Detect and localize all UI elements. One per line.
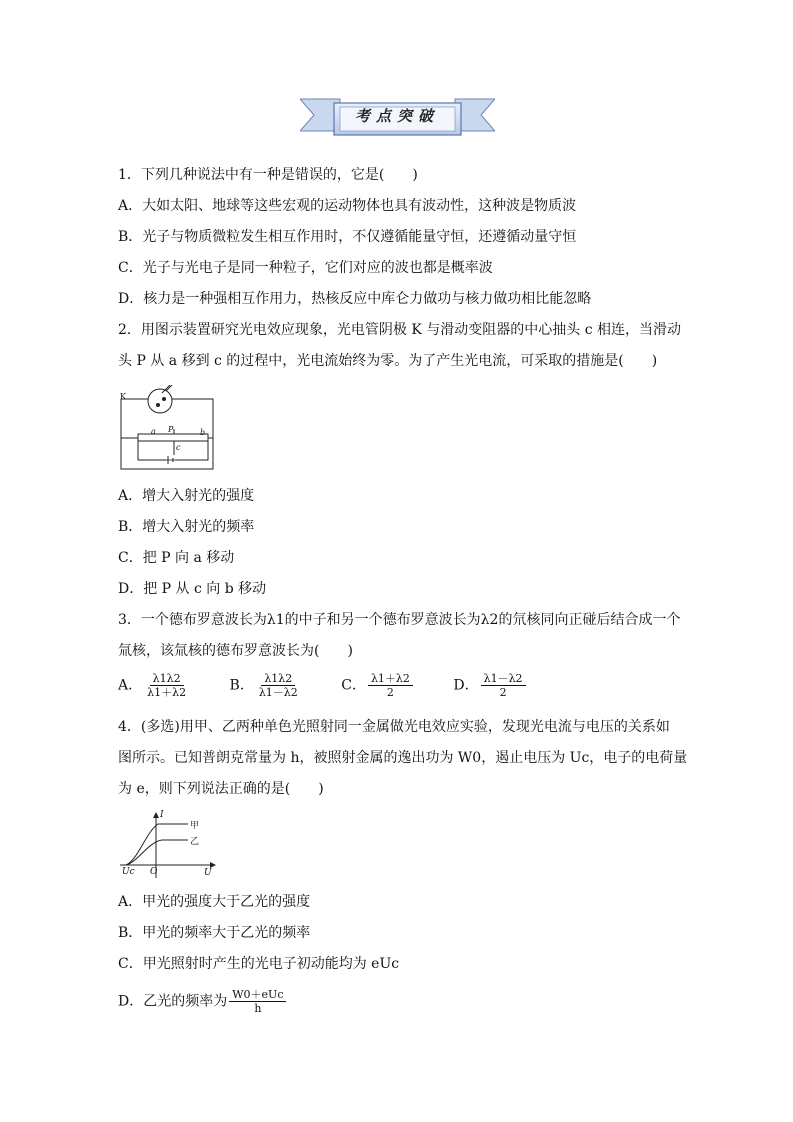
q2-option-c: C．把 P 向 a 移动 [118, 550, 235, 566]
axis-label-u: U [204, 868, 212, 878]
q4-option-b: B．甲光的频率大于乙光的频率 [118, 925, 311, 941]
q1-stem: 1．下列几种说法中有一种是错误的，它是( ) [118, 167, 418, 183]
q3-option-a: A． $\frac{\lambda 1\lambda 2}{\lambda 1+\lambda 2}$ [118, 672, 187, 699]
q4-stem-line1: 4．(多选)用甲、乙两种单色光照射同一金属做光电效应实验，发现光电流与电压的关系如 [118, 719, 670, 735]
axis-label-i: I [160, 810, 164, 820]
q4-option-d: D．乙光的频率为 $\frac{\text{W0＋eUc}}{h}$ [118, 988, 288, 1015]
label-a: a [151, 427, 156, 436]
q4-stem-line2: 图所示。已知普朗克常量为 h，被照射金属的逸出功为 W0，遏止电压为 Uc，电子的电荷量 [118, 750, 688, 766]
q4-option-c: C．甲光照射时产生的光电子初动能均为 eUc [118, 956, 400, 972]
curve-label-yi: 乙 [190, 837, 200, 847]
label-uc: Uc [122, 867, 135, 877]
label-p: P [168, 425, 174, 434]
q2-stem-line1: 2．用图示装置研究光电效应现象，光电管阴极 K 与滑动变阻器的中心抽头 c 相连，当滑动 [118, 322, 682, 338]
q2-stem-line2: 头 P 从 a 移到 c 的过程中，光电流始终为零。为了产生光电流，可采取的措施是( ) [118, 353, 658, 369]
q2-option-d: D．把 P 从 c 向 b 移动 [118, 581, 267, 597]
section-banner [300, 95, 495, 139]
curve-label-jia: 甲 [190, 821, 200, 831]
q3-options [118, 672, 562, 699]
label-c: c [176, 443, 181, 452]
banner-title: 考点突破 [354, 107, 439, 125]
q1-option-c: C．光子与光电子是同一种粒子，它们对应的波也都是概率波 [118, 260, 493, 276]
label-k: K [120, 392, 126, 401]
q1-option-a: A．大如太阳、地球等这些宏观的运动物体也具有波动性，这种波是物质波 [118, 198, 577, 214]
q4-stem-line3: 为 e，则下列说法正确的是( ) [118, 781, 324, 797]
label-origin: O [150, 867, 158, 877]
q4-option-a: A．甲光的强度大于乙光的强度 [118, 894, 311, 910]
q4-iv-graph [118, 810, 218, 886]
label-b: b [200, 428, 206, 437]
q3-stem-line2: 氚核，该氚核的德布罗意波长为( ) [118, 643, 353, 659]
q3-option-c: C． $\frac{\lambda 1+\lambda 2}{2}$ [341, 672, 415, 699]
q2-circuit-figure [118, 385, 218, 477]
q2-option-b: B．增大入射光的频率 [118, 519, 255, 535]
q2-option-a: A．增大入射光的强度 [118, 488, 255, 504]
q3-option-b: B． $\frac{\lambda 1\lambda 2}{\lambda 1-\lambda 2}$ [229, 672, 298, 699]
q3-stem-line1: 3．一个德布罗意波长为λ1的中子和另一个德布罗意波长为λ2的氘核同向正碰后结合成一个 [118, 612, 681, 628]
q1-option-d: D．核力是一种强相互作用力，热核反应中库仑力做功与核力做功相比能忽略 [118, 291, 592, 307]
q3-option-d: D． $\frac{\lambda 1-\lambda 2}{2}$ [453, 672, 527, 699]
q1-option-b: B．光子与物质微粒发生相互作用时，不仅遵循能量守恒，还遵循动量守恒 [118, 229, 577, 245]
